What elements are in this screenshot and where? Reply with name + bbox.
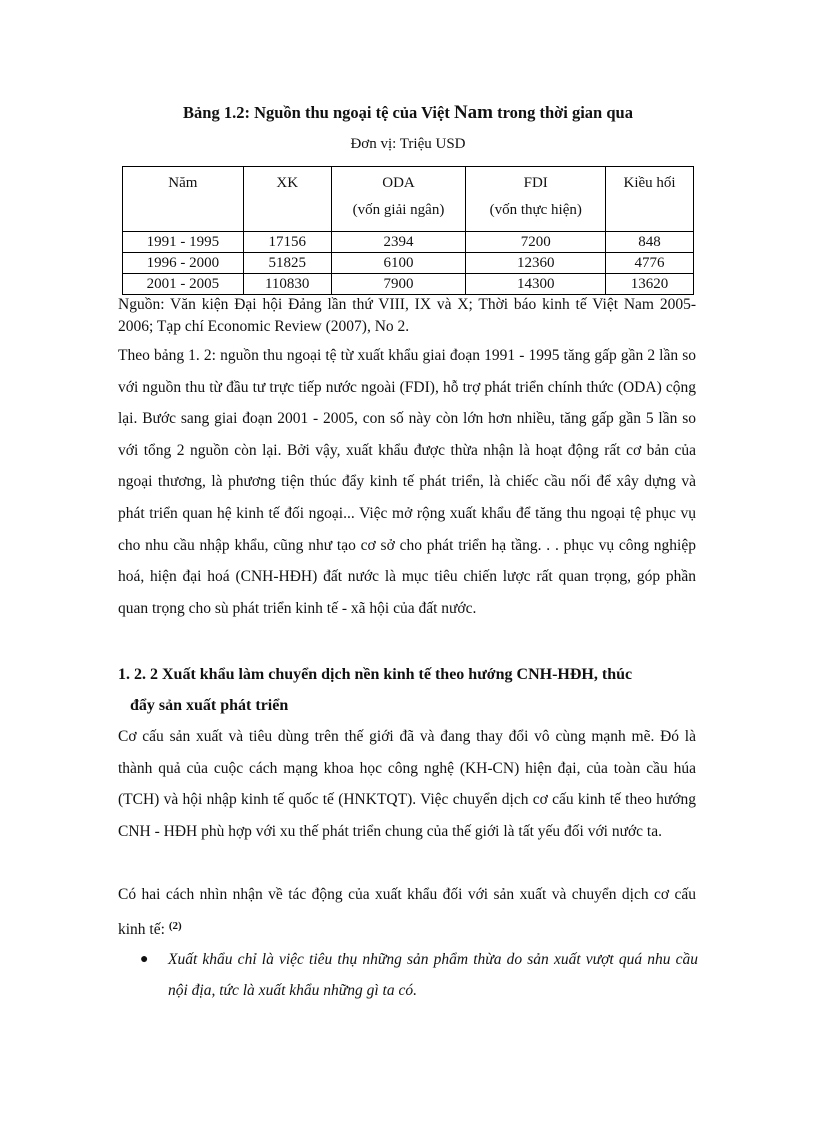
table-title-part1: Bảng 1.2: Nguồn thu ngoại tệ của Việt: [183, 103, 450, 122]
header-fdi: FDI (vốn thực hiện): [466, 167, 606, 232]
table-title: [0, 102, 816, 124]
header-xk: XK: [243, 167, 331, 232]
table-cell: 7900: [331, 274, 466, 295]
section-heading-line2: đẩy sản xuất phát triển: [130, 697, 289, 714]
table-cell: 4776: [606, 253, 694, 274]
paragraph-3: [118, 879, 696, 945]
paragraph-2: Cơ cấu sản xuất và tiêu dùng trên thế giới đã và đang thay đổi vô cùng mạnh mẽ. Đó là thành quả của cuộc cách mạng khoa học công nghệ (KH-CN) hiện đại, của toàn cầu húa (TCH) và hội nhập kinh tế quốc tế (HNKTQT). Việc chuyển dịch cơ cấu kinh tế theo hướng CNH - HĐH phù hợp với xu thế phát triển chung của thế giới là tất yếu đối với nước ta.: [118, 728, 696, 840]
table-title-part2: Nam: [453, 102, 493, 123]
header-oda: ODA (vốn giải ngân): [331, 167, 466, 232]
table-cell: 7200: [466, 232, 606, 253]
table-cell: 13620: [606, 274, 694, 295]
table-cell: 1996 - 2000: [123, 253, 244, 274]
table-cell: 848: [606, 232, 694, 253]
table-source: Nguồn: Văn kiện Đại hội Đảng lần thứ VIII, IX và X; Thời báo kinh tế Việt Nam 2005-2006; Tạp chí Economic Review (2007), No 2.: [118, 296, 696, 335]
table-header-row: [123, 167, 694, 232]
table-cell: 2001 - 2005: [123, 274, 244, 295]
header-year: Năm: [123, 167, 244, 232]
table-cell: 1991 - 1995: [123, 232, 244, 253]
paragraph-1: Theo bảng 1. 2: nguồn thu ngoại tệ từ xuất khẩu giai đoạn 1991 - 1995 tăng gấp gần 2 lần so với nguồn thu từ đầu tư trực tiếp nước ngoài (FDI), hỗ trợ phát triển chính thức (ODA) cộng lại. Bước sang giai đoạn 2001 - 2005, con số này còn lớn hơn nhiều, tăng gấp gần 5 lần so với tổng 2 nguồn còn lại. Bởi vậy, xuất khẩu được thừa nhận là hoạt động rất cơ bản của ngoại thương, là phương tiện thúc đẩy kinh tế phát triển, là chiếc cầu nối để xây dựng và phát triển quan hệ kinh tế đối ngoại... Việc mở rộng xuất khẩu để tăng thu ngoại tệ phục vụ cho nhu cầu nhập khẩu, cũng như tạo cơ sở cho phát triển hạ tầng. . . phục vụ công nghiệp hoá, hiện đại hoá (CNH-HĐH) đất nước là mục tiêu chiến lược rất quan trọng, góp phần quan trọng cho sù phát triển kinh tế - xã hội của đất nước.: [118, 347, 696, 617]
table-row: [123, 274, 694, 295]
section-heading: [118, 659, 698, 721]
data-table: [122, 166, 694, 295]
table-cell: 51825: [243, 253, 331, 274]
table-title-part3: trong thời gian qua: [497, 103, 633, 122]
table-cell: 6100: [331, 253, 466, 274]
table-cell: 2394: [331, 232, 466, 253]
table-cell: 14300: [466, 274, 606, 295]
bullet-text: Xuất khẩu chỉ là việc tiêu thụ những sản phẩm thừa do sản xuất vượt quá nhu cầu nội địa, tức là xuất khẩu những gì ta có.: [168, 951, 698, 999]
header-fdi-sub: (vốn thực hiện): [489, 202, 582, 218]
table-cell: 17156: [243, 232, 331, 253]
table-row: [123, 232, 694, 253]
header-remittance: Kiều hối: [606, 167, 694, 232]
table-row: [123, 253, 694, 274]
bullet-item: [140, 944, 698, 1006]
section-heading-line1: 1. 2. 2 Xuất khẩu làm chuyển dịch nền kinh tế theo hướng CNH-HĐH, thúc: [118, 666, 633, 683]
header-oda-sub: (vốn giải ngân): [352, 202, 445, 218]
table-cell: 12360: [466, 253, 606, 274]
table-cell: 110830: [243, 274, 331, 295]
table-unit: Đơn vị: Triệu USD: [350, 136, 466, 152]
footnote-ref: (2): [168, 919, 182, 932]
bullet-dot-icon: ●: [140, 952, 149, 967]
paragraph-3-text: Có hai cách nhìn nhận về tác động của xuất khẩu đối với sản xuất và chuyển dịch cơ cấu kinh tế:: [118, 886, 696, 938]
